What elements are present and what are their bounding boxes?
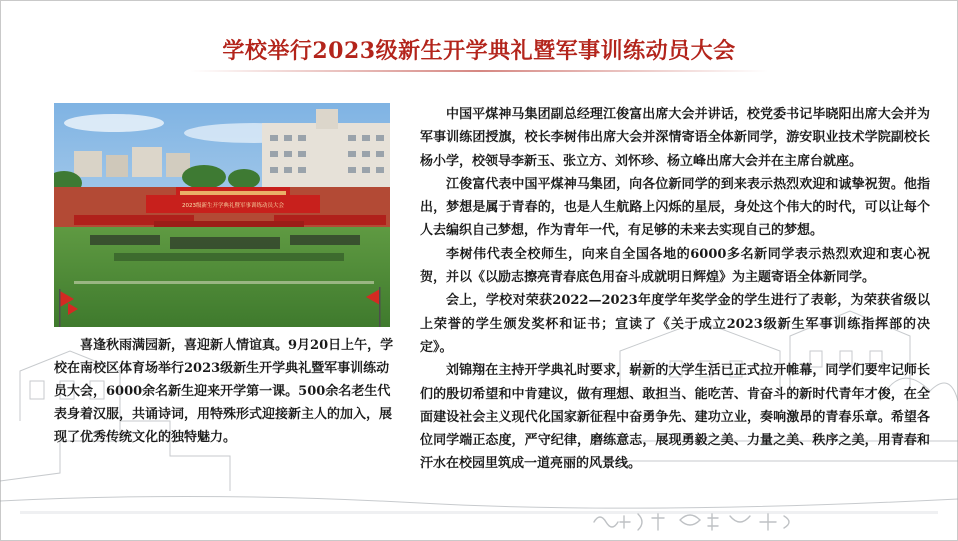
- right-paragraph-4: 会上，学校对荣获2022—2023年度学年奖学金的学生进行了表彰，为荣获省级以上荣誉的学生颁发奖杯和证书；宣读了《关于成立2023级新生军事训练指挥部的决定》。: [420, 293, 930, 355]
- page-title: 学校举行2023级新生开学典礼暨军事训练动员大会: [222, 38, 736, 64]
- title-underline: [190, 70, 768, 72]
- right-paragraph-1: 中国平煤神马集团副总经理江俊富出席大会并讲话，校党委书记毕晓阳出席大会并为军事训练团授旗，校长李树伟出席大会并深情寄语全体新同学，游安职业技术学院副校长杨小学，校领导李新玉、张立方、刘怀珍、杨立峰出席大会并在主席台就座。: [420, 107, 930, 169]
- right-paragraph-3: 李树伟代表全校师生，向来自全国各地的6000多名新同学表示热烈欢迎和衷心祝贺，并以《以励志擦亮青春底色用奋斗成就明日辉煌》为主题寄语全体新同学。: [420, 246, 930, 286]
- right-column-text: [420, 103, 930, 476]
- left-column-text: [54, 334, 400, 449]
- right-paragraph-2: 江俊富代表中国平煤神马集团，向各位新同学的到来表示热烈欢迎和诚挚祝贺。他指出，梦想是属于青春的，也是人生航路上闪烁的星辰，身处这个伟大的时代，可以让每个人去编织自己梦想，作为青年一代，有足够的未来去实现自己的梦想。: [420, 176, 930, 239]
- calligraphy-mark: [590, 508, 800, 534]
- left-paragraph-1: 喜逢秋雨满园新，喜迎新人情谊真。9月20日上午，学校在南校区体育场举行2023级新生开学典礼暨军事训练动员大会，6000余名新生迎来开学第一课。500余名老生代表身着汉服，共诵诗词，用特殊形式迎接新主人的加入，展现了优秀传统文化的独特魅力。: [54, 338, 394, 445]
- stage-banner-text: 2023级新生开学典礼暨军事训练动员大会: [182, 203, 284, 209]
- event-photo: [54, 103, 390, 327]
- right-paragraph-5: 刘锦翔在主持开学典礼时要求，崭新的大学生活已正式拉开帷幕，同学们要牢记师长们的殷切希望和中肯建议，做有理想、敢担当、能吃苦、肯奋斗的新时代青年才俊，在全面建设社会主义现代化国家新征程中奋勇争先、建功立业，奏响激昂的青春乐章。希望各位同学端正态度，严守纪律，磨练意志，展现勇毅之美、力量之美、秩序之美，用青春和汗水在校园里筑成一道亮丽的风景线。: [420, 363, 930, 472]
